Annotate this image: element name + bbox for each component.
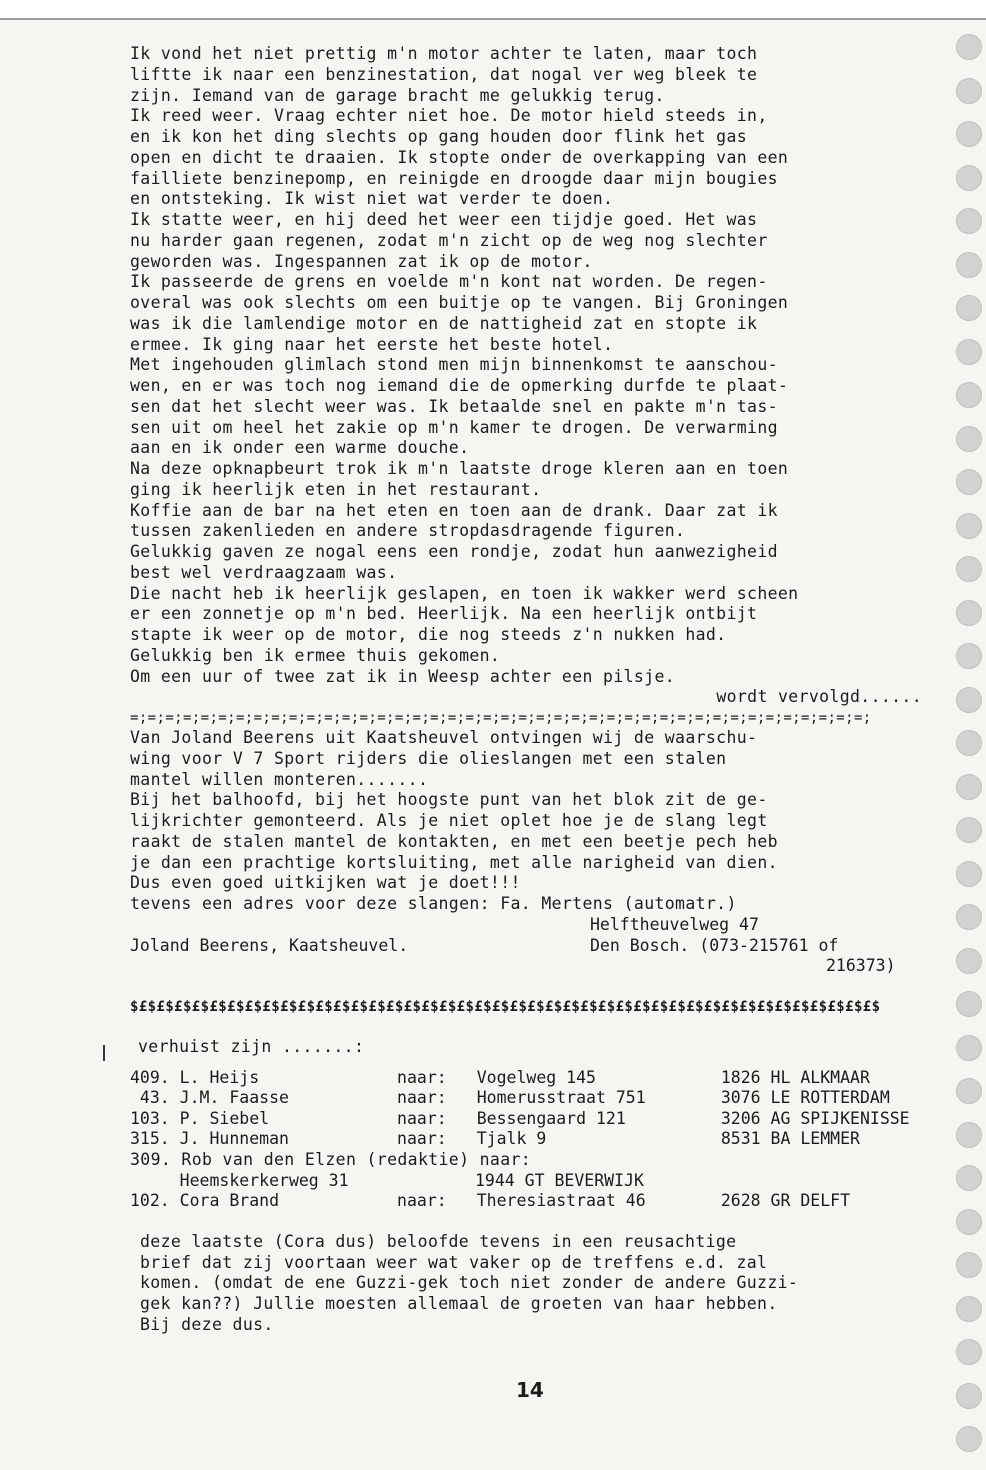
moved-naar: naar: — [397, 1108, 447, 1128]
story-line: Koffie aan de bar na het eten en toen aan de drank. Daar zat ik — [130, 500, 778, 520]
closing-line: Bij deze dus. — [140, 1314, 274, 1334]
signature-row — [130, 936, 960, 957]
warning-line: Dus even goed uitkijken wat je doet!!! — [130, 873, 521, 893]
warning-line: Van Joland Beerens uit Kaatsheuvel ontvingen wij de waarschu- — [130, 728, 758, 747]
closing-line: brief dat zij voortaan weer wat vaker op de treffens e.d. zal — [140, 1252, 768, 1272]
story-line: overal was ook slechts om een buitje op te vangen. Bij Groningen — [130, 293, 789, 312]
phone-row — [130, 956, 960, 977]
story-line: nu harder gaan regenen, zodat m'n zicht op de weg nog slechter — [130, 230, 768, 250]
story-line: Na deze opknapbeurt trok ik m'n laatste droge kleren aan en toen — [130, 459, 789, 478]
page-top-edge — [0, 0, 986, 20]
closing-line: gek kan??) Jullie moesten allemaal de groeten van haar hebben. — [140, 1294, 778, 1313]
story-line: ermee. Ik ging naar het eerste het beste hotel. — [130, 334, 614, 354]
story-line: zijn. Iemand van de garage bracht me gelukkig terug. — [130, 85, 665, 105]
story-line: best wel verdraagzaam was. — [130, 562, 398, 582]
story-line: en ontsteking. Ik wist niet wat verder te doen. — [130, 189, 614, 209]
list-item — [130, 1109, 960, 1130]
story-line: wen, en er was toch nog iemand die de opmerking durfde te plaat- — [130, 376, 789, 395]
story-line: ging ik heerlijk eten in het restaurant. — [130, 479, 542, 499]
warning-line: lijkrichter gemonteerd. Als je niet oplet hoe je de slang legt — [130, 811, 768, 830]
moved-naar: naar: — [397, 1129, 447, 1149]
story-line: open en dicht te draaien. Ik stopte onder de overkapping van een — [130, 147, 789, 167]
moved-city: 8531 BA LEMMER — [720, 1129, 860, 1149]
redaktie-address — [130, 1171, 960, 1192]
story-line: Die nacht heb ik heerlijk geslapen, en toen ik wakker werd scheen — [130, 583, 799, 603]
story-line: aan en ik onder een warme douche. — [130, 438, 470, 458]
moved-list — [130, 1068, 960, 1150]
story-line: sen uit om heel het zakie op m'n kamer te drogen. De verwarming — [130, 417, 778, 437]
moved-name: 43. J.M. Faasse — [130, 1088, 289, 1108]
story-line: Ik statte weer, en hij deed het weer een tijdje goed. Het was — [130, 210, 758, 229]
separator-line-2: $£$£$£$£$£$£$£$£$£$£$£$£$£$£$£$£$£$£$£$£$£$£$£$£$£$£$£$£$£$£$£$£$£$£$£$£$£$£$£$£$£$£$ — [130, 999, 881, 1015]
redaktie-street: Heemskerkerweg 31 — [130, 1170, 349, 1190]
warning-line: Bij het balhoofd, bij het hoogste punt van het blok zit de ge- — [130, 790, 768, 810]
address-street: Helftheuvelweg 47 — [590, 914, 759, 934]
story-line: stapte ik weer op de motor, die nog steeds z'n nukken had. — [130, 625, 727, 644]
story-line: en ik kon het ding slechts op gang houden door flink het gas — [130, 127, 748, 146]
moved-name: 315. J. Hunneman — [130, 1129, 289, 1149]
story-line: Met ingehouden glimlach stond men mijn binnenkomst te aanschou- — [130, 355, 778, 375]
redaktie-line: 309. Rob van den Elzen (redaktie) naar: — [130, 1149, 532, 1169]
closing-line: deze laatste (Cora dus) beloofde tevens in een reusachtige — [140, 1231, 737, 1251]
list-item: 102. Cora Brand naar: Theresiastraat 46 2628 GR DELFT — [130, 1191, 851, 1211]
margin-mark — [103, 1045, 105, 1061]
moved-name: 103. P. Siebel — [130, 1108, 270, 1128]
address-phone: 216373) — [826, 956, 896, 976]
moved-city: 3076 LE ROTTERDAM — [720, 1088, 890, 1108]
moved-street: Homerusstraat 751 — [476, 1088, 646, 1108]
story-line: Gelukkig gaven ze nogal eens een rondje, zodat hun aanwezigheid — [130, 542, 778, 561]
story-line: er een zonnetje op m'n bed. Heerlijk. Na een heerlijk ontbijt — [130, 604, 758, 624]
moved-heading: verhuist zijn .......: — [138, 1037, 365, 1056]
moved-city: 3206 AG SPIJKENISSE — [720, 1108, 910, 1128]
moved-city: 1826 HL ALKMAAR — [720, 1067, 870, 1087]
redaktie-city: 1944 GT BEVERWIJK — [475, 1170, 644, 1190]
warning-text — [130, 728, 960, 915]
warning-line: je dan een prachtige kortsluiting, met alle narigheid van dien. — [130, 852, 778, 872]
signature: Joland Beerens, Kaatsheuvel. — [130, 935, 409, 955]
story-line: was ik die lamlendige motor en de nattigheid zat en stopte ik — [130, 313, 758, 333]
moved-name: 409. L. Heijs — [130, 1067, 260, 1087]
story-line: liftte ik naar een benzinestation, dat nogal ver weg bleek te — [130, 64, 758, 84]
story-line: Om een uur of twee zat ik in Weesp achter een pilsje. — [130, 666, 676, 686]
continued-note: wordt vervolgd...... — [716, 687, 922, 707]
moved-naar: naar: — [397, 1067, 447, 1087]
page-number: 14 — [516, 1378, 544, 1402]
story-line: tussen zakenlieden en andere stropdasdragende figuren. — [130, 521, 686, 541]
warning-line: tevens een adres voor deze slangen: Fa. Mertens (automatr.) — [130, 894, 737, 913]
binder-hole — [956, 1426, 982, 1452]
moved-street: Tjalk 9 — [476, 1129, 547, 1149]
list-item — [130, 1129, 960, 1150]
story-line: Ik vond het niet prettig m'n motor achter te laten, maar toch — [130, 44, 758, 63]
binder-holes — [956, 34, 986, 1470]
story-line: geworden was. Ingespannen zat ik op de motor. — [130, 251, 593, 271]
separator-line: =;=;=;=;=;=;=;=;=;=;=;=;=;=;=;=;=;=;=;=;=;=;=;=;=;=;=;=;=;=;=;=;=;=;=;=;=;=;=;=;=;=; — [130, 710, 872, 726]
list-item — [130, 1068, 960, 1089]
story-line: Ik reed weer. Vraag echter niet hoe. De motor hield steeds in, — [130, 106, 768, 126]
moved-street: Bessengaard 121 — [476, 1108, 626, 1128]
address-city: Den Bosch. (073-215761 of — [590, 935, 839, 955]
page-content — [130, 44, 960, 1336]
story-text — [130, 44, 960, 687]
moved-street: Vogelweg 145 — [476, 1067, 596, 1087]
warning-line: mantel willen monteren....... — [130, 769, 429, 789]
list-item — [130, 1088, 960, 1109]
story-line: Ik passeerde de grens en voelde m'n kont nat worden. De regen- — [130, 272, 768, 292]
binder-hole — [956, 1339, 982, 1365]
warning-line: wing voor V 7 Sport rijders die olieslangen met een stalen — [130, 748, 727, 768]
moved-naar: naar: — [397, 1088, 447, 1108]
closing-line: komen. (omdat de ene Guzzi-gek toch niet zonder de andere Guzzi- — [140, 1273, 799, 1293]
story-line: Gelukkig ben ik ermee thuis gekomen. — [130, 645, 501, 665]
story-line: failliete benzinepomp, en reinigde en droogde daar mijn bougies — [130, 168, 778, 188]
warning-line: raakt de stalen mantel de kontakten, en met een beetje pech heb — [130, 831, 778, 851]
binder-hole — [956, 1383, 982, 1409]
address-row-street — [130, 915, 960, 936]
closing-text — [130, 1232, 960, 1336]
story-line: sen dat het slecht weer was. Ik betaalde snel en pakte m'n tas- — [130, 396, 778, 416]
